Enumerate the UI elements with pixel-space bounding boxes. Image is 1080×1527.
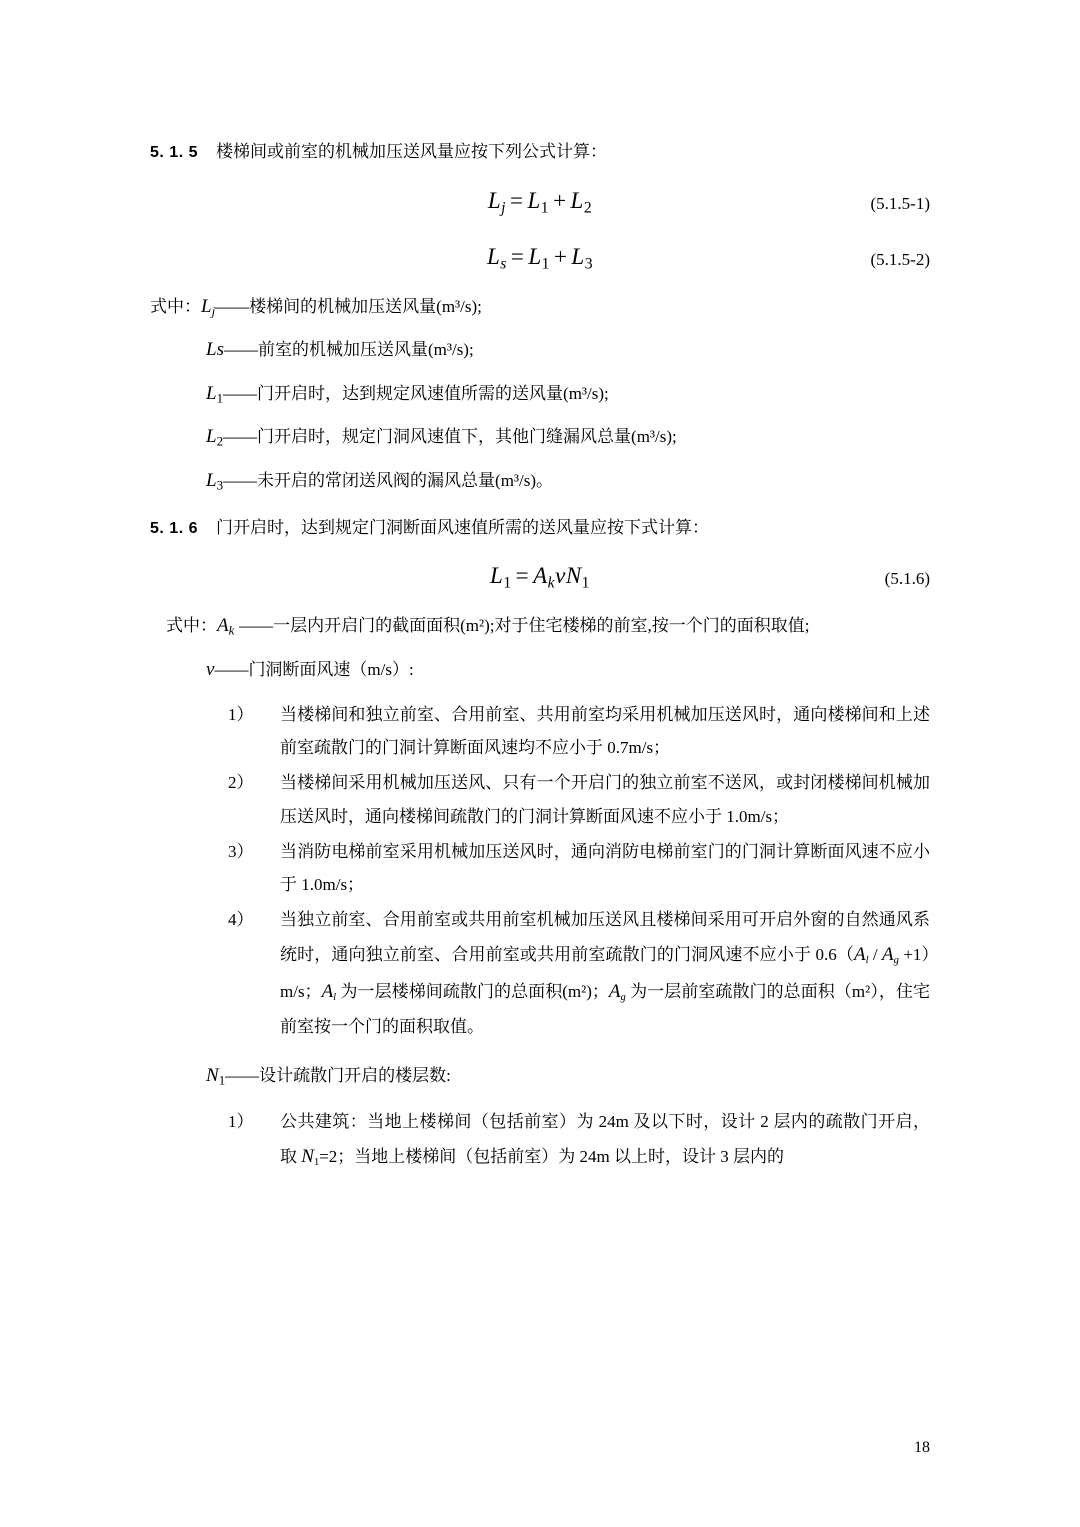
clause-text: 楼梯间或前室的机械加压送风量应按下列公式计算：: [215, 142, 607, 161]
list-marker: 1）: [228, 1112, 254, 1132]
clause-text: 门开启时，达到规定门洞断面风速值所需的送风量应按下式计算：: [215, 517, 709, 537]
symbol-ag: $A_g$: [608, 981, 626, 1004]
definition-row-l2: [150, 422, 930, 452]
symbol-lj: $L_j$: [201, 295, 216, 319]
definition-text-n1: ——设计疏散门开启的楼层数:: [225, 1066, 451, 1086]
formula-5-1-5-2-row: [150, 244, 930, 278]
definition-text-lj: ——楼梯间的机械加压送风量(m³/s);: [215, 296, 482, 316]
symbol-al: $A_l$: [321, 981, 337, 1004]
list-item-text-part3: 为一层楼梯间疏散门的总面积(m²)；: [340, 982, 609, 1002]
definition-text-v: ——门洞断面风速（m/s）:: [214, 659, 414, 679]
symbol-v: v: [206, 658, 215, 680]
symbol-l2: $L_2$: [206, 426, 224, 449]
list-item-text: 当消防电梯前室采用机械加压送风时，通向消防电梯前室门的门洞计算断面风速不应小于 1.0m/s；: [280, 841, 930, 894]
formula-5-1-5-1-row: [150, 188, 930, 222]
list-item-text-composite: [280, 1105, 930, 1175]
clause-5-1-5: [150, 138, 930, 166]
list-marker: 2）: [228, 773, 254, 793]
list-item-text-part4: 为一层前室疏散门的总面积（m²），住宅前室按一个门的面积取值。: [280, 982, 931, 1037]
list-item-text: 当楼梯间和独立前室、合用前室、共用前室均采用机械加压送风时，通向楼梯间和上述前室疏散门的门洞计算断面风速均不应小于 0.7m/s；: [280, 705, 930, 758]
definition-row-ls: [150, 335, 930, 364]
formula-5-1-6-row: [150, 563, 930, 597]
definition-text-ls: ——前室的机械加压送风量(m³/s);: [223, 340, 474, 360]
symbol-ls: Ls: [206, 339, 224, 361]
definition-row-lj: [150, 292, 930, 322]
clause-5-1-6: [150, 514, 930, 542]
page-number: 18: [914, 1439, 930, 1456]
clause-number: 5. 1. 5: [150, 144, 198, 161]
definition-text-l2: ——门开启时，规定门洞风速值下，其他门缝漏风总量(m³/s);: [223, 427, 677, 447]
symbol-n1: $N_1$: [206, 1065, 226, 1089]
list-marker: 4）: [228, 910, 254, 930]
list-item-text-part1: 公共建筑：当地上楼梯间（包括前室）为 24m 及以下时，设计 2 层内的疏散门开启，取: [280, 1112, 930, 1167]
velocity-requirements-list: [150, 698, 930, 1043]
list-item-text: 当楼梯间采用机械加压送风、只有一个开启门的独立前室不送风，或封闭楼梯间机械加压送风时，通向楼梯间疏散门的门洞计算断面风速不应小于 1.0m/s；: [280, 773, 930, 826]
definition-row-l3: [150, 466, 930, 496]
list-item-text-composite: [280, 903, 930, 1043]
inline-formula-al-ag: $A_l / A_g +1$: [853, 944, 922, 967]
formula-5-1-5-2: $L_s = L_1 + L_3$: [486, 243, 594, 272]
list-item-text-part2: =2；当地上楼梯间（包括前室）为 24m 以上时，设计 3 层内的: [319, 1147, 785, 1167]
definition-lead: 式中：: [150, 296, 201, 316]
formula-5-1-5-1: $L_j = L_1 + L_2$: [487, 187, 593, 216]
list-item-text-part1: 当独立前室、合用前室或共用前室机械加压送风且楼梯间采用可开启外窗的自然通风系统时，通向独立前室、合用前室或共用前室疏散门的门洞风速不应小于 0.6（: [280, 910, 930, 965]
equation-number-5-1-6: (5.1.6): [884, 569, 930, 589]
equation-number-5-1-5-1: (5.1.5-1): [870, 193, 930, 213]
definition-list-5-1-5: [150, 292, 930, 496]
list-marker: 1）: [228, 705, 254, 725]
symbol-l1: $L_1$: [206, 382, 224, 406]
definition-text-l3: ——未开启的常闭送风阀的漏风总量(m³/s)。: [223, 470, 554, 490]
list-item: [150, 766, 930, 832]
symbol-ak: $A_k$: [217, 615, 235, 638]
formula-5-1-6: $L_1 = A_kvN_1$: [490, 563, 590, 592]
definition-list-5-1-6: [150, 611, 930, 1175]
list-item: [150, 835, 930, 901]
symbol-n1-inline: $N_1$: [301, 1146, 320, 1169]
floor-count-list: [150, 1105, 930, 1175]
symbol-l3: $L_3$: [206, 469, 224, 493]
list-marker: 3）: [228, 841, 254, 861]
definition-text-l1: ——门开启时，达到规定风速值所需的送风量(m³/s);: [223, 383, 609, 403]
definition-lead: 式中：: [166, 616, 217, 636]
list-item-text-part2: ）m/s；: [280, 945, 931, 1002]
definition-row-n1: [150, 1061, 930, 1091]
list-item: [150, 698, 930, 764]
equation-number-5-1-5-2: (5.1.5-2): [870, 249, 930, 269]
list-item: [150, 903, 930, 1043]
definition-row-ak: [150, 611, 930, 641]
clause-number: 5. 1. 6: [150, 519, 198, 537]
definition-row-l1: [150, 379, 930, 409]
definition-text-ak: ——一层内开启门的截面面积(m²);对于住宅楼梯的前室,按一个门的面积取值;: [239, 616, 810, 636]
list-item: [150, 1105, 930, 1175]
definition-row-v: [150, 655, 930, 684]
